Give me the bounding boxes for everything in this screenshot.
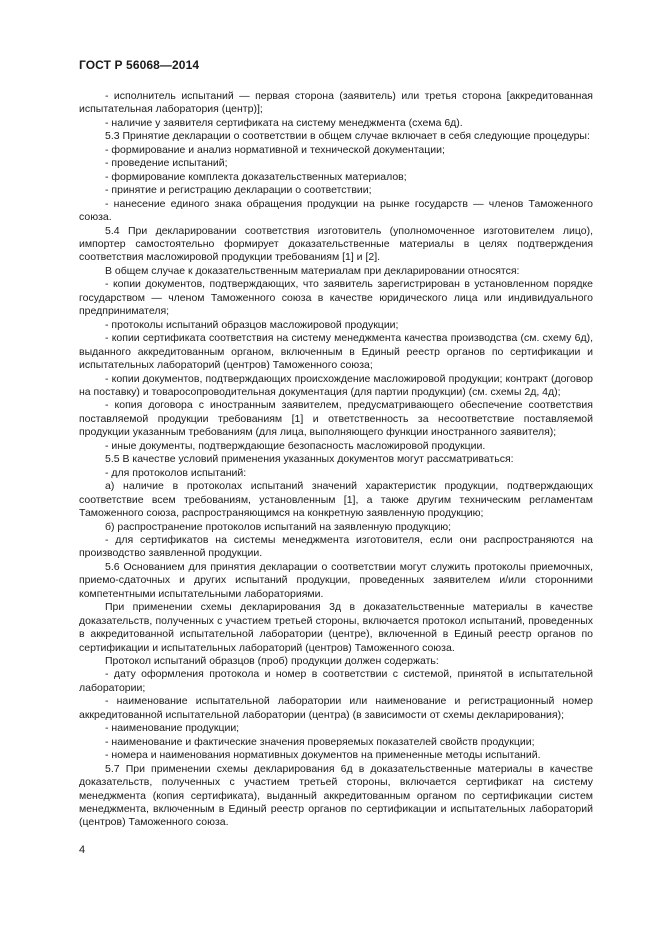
paragraph: - наименование и фактические значения проверяемых показателей свойств продукции; — [105, 735, 535, 748]
paragraph: 5.3 Принятие декларации о соответствии в общем случае включает в себя следующие процедуры: — [105, 130, 590, 143]
paragraph: - протоколы испытаний образцов масложировой продукции; — [105, 318, 399, 331]
page-number: 4 — [79, 844, 86, 856]
paragraph: - наименование испытательной лаборатории или наименование и регистрационный номер аккредитованной испытательной лаборатории (центра) (в зависимости от схемы декларирования); — [79, 695, 593, 721]
paragraph: 5.6 Основанием для принятия декларации о соответствии могут служить протоколы приемочных, приемо-сдаточных и других испытаний продукции, проведенных заявителем и/или сторонними компетентными испытательными лабораториями. — [79, 560, 593, 600]
paragraph: - для протоколов испытаний: — [105, 466, 247, 479]
paragraph: - дату оформления протокола и номер в соответствии с системой, принятой в испытательной лаборатории; — [79, 668, 593, 694]
paragraph: - наименование продукции; — [105, 722, 240, 735]
body-text — [79, 90, 593, 830]
paragraph: - исполнитель испытаний — первая сторона (заявитель) или третья сторона [аккредитованная испытательная лаборатория (центр)]; — [79, 90, 593, 116]
paragraph: - номера и наименования нормативных документов на примененные методы испытаний. — [105, 749, 541, 762]
paragraph: - нанесение единого знака обращения продукции на рынке государств — членов Таможенного союза. — [79, 197, 593, 224]
paragraph: - принятие и регистрацию декларации о соответствии; — [105, 184, 372, 197]
paragraph: б) распространение протоколов испытаний на заявленную продукцию; — [105, 520, 452, 533]
paragraph: - копии документов, подтверждающих, что заявитель зарегистрирован в установленном порядке государством — членом Таможенного союза в качестве юридического лица или индивидуального предпринимателя; — [79, 278, 593, 318]
paragraph: - формирование комплекта доказательственных материалов; — [105, 170, 407, 183]
paragraph: - проведение испытаний; — [105, 157, 228, 170]
paragraph: - копии сертификата соответствия на систему менеджмента качества производства (см. схему 6д), выданного аккредитованным органом, включенным в Единый реестр органов по сертификации и испытательных лабораторий (центров) Таможенного союза; — [79, 332, 593, 372]
paragraph: При применении схемы декларирования 3д в доказательственные материалы в качестве доказательств, полученных с участием третьей стороны, включается протокол испытаний, проведенных в аккредитованной испытательной лаборатории (центре), включенной в Единый реестр органов по сертификации и испытательных лабораторий (центров) Таможенного союза. — [79, 601, 593, 654]
paragraph: - копии документов, подтверждающих происхождение масложировой продукции; контракт (договор на поставку) и товаросопроводительная документация (для партии продукции) (см. схемы 2д, 4д); — [79, 372, 593, 398]
paragraph: - формирование и анализ нормативной и технической документации; — [105, 143, 445, 156]
paragraph: - для сертификатов на системы менеджмента изготовителя, если они распространяются на производство заявленной продукции. — [79, 533, 593, 560]
paragraph: - наличие у заявителя сертификата на систему менеджмента (схема 6д). — [105, 116, 463, 129]
paragraph: В общем случае к доказательственным материалам при декларировании относятся: — [105, 264, 520, 277]
paragraph: 5.4 При декларировании соответствия изготовитель (уполномоченное изготовителем лицо), импортер самостоятельно формирует доказательственные материалы в целях подтверждения соответствия масложировой продукции требованиям [1] и [2]. — [79, 224, 593, 264]
paragraph: Протокол испытаний образцов (проб) продукции должен содержать: — [105, 655, 439, 668]
paragraph: 5.7 При применении схемы декларирования 6д в доказательственные материалы в качестве доказательств, полученных с участием третьей стороны, включается сертификат на систему менеджмента (копия сертификата), выданный аккредитованным органом по сертификации систем менеджмента, включенным в Единый реестр органов по сертификации и испытательных лабораторий (центров) Таможенного союза. — [79, 762, 593, 829]
standard-header: ГОСТ Р 56068—2014 — [79, 58, 200, 72]
paragraph: а) наличие в протоколах испытаний значений характеристик продукции, подтверждающих соответствие всем требованиям, установленным [1], а также другим техническим регламентам Таможенного союза, распространяющимся на конкретную заявленную продукцию; — [79, 480, 593, 520]
paragraph: 5.5 В качестве условий применения указанных документов могут рассматриваться: — [105, 453, 514, 466]
paragraph: - иные документы, подтверждающие безопасность масложировой продукции. — [105, 439, 486, 452]
paragraph: - копия договора с иностранным заявителем, предусматривающего обеспечение соответствия поставляемой продукции требованиям [1] и ответственность за несоответствие поставляемой продукции указанным требованиям (для лица, выполняющего функции иностранного заявителя); — [79, 399, 593, 439]
